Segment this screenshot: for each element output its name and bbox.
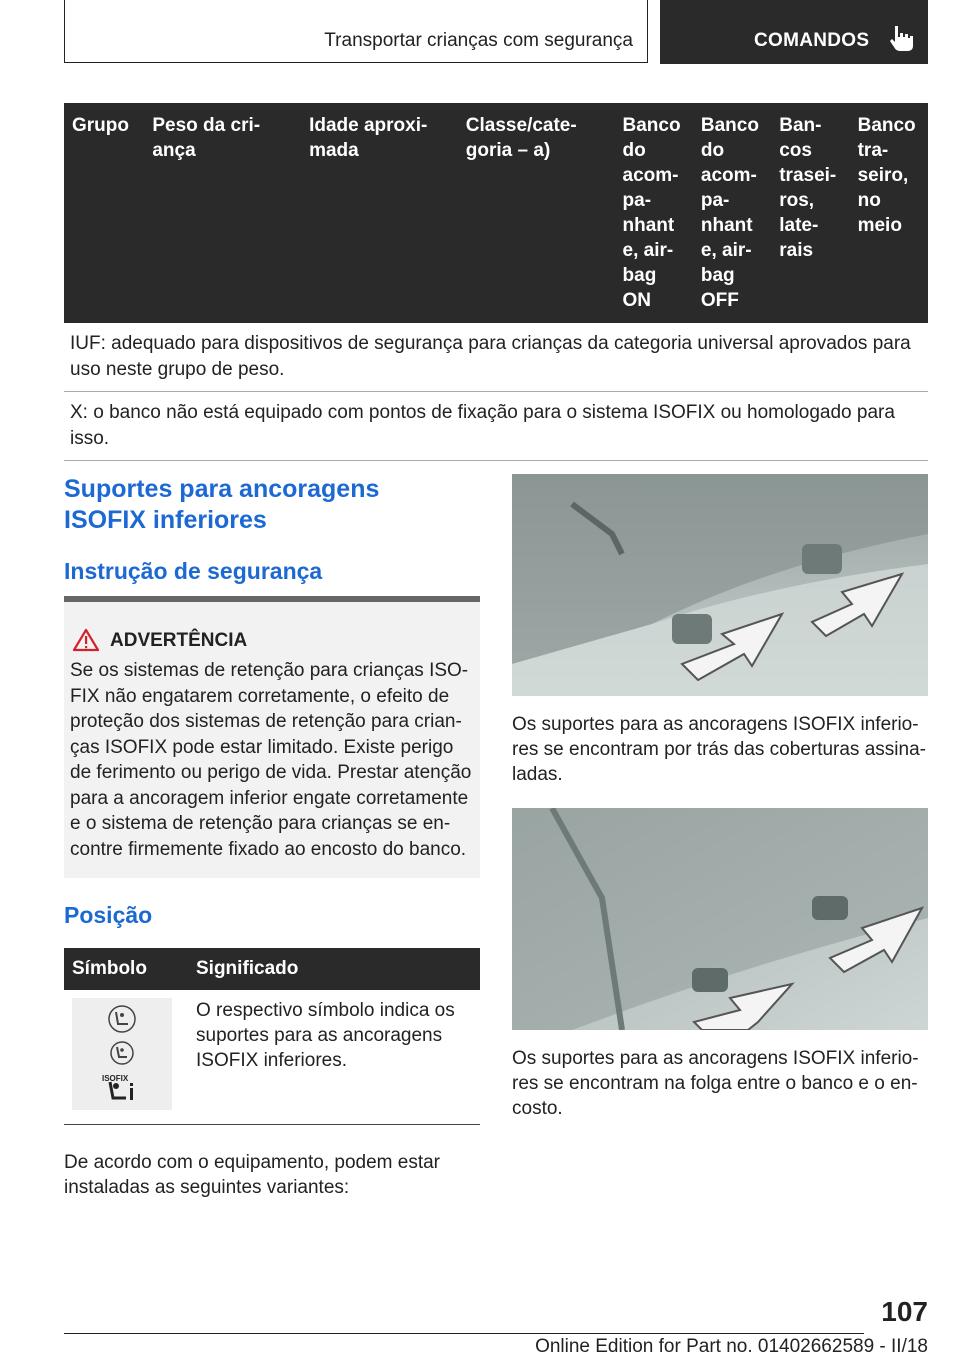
table-row — [64, 990, 480, 1125]
col-header: Banco do acom- pa- nhant e, air- bag ON — [615, 103, 693, 323]
warning-box — [64, 596, 480, 878]
seat-photo-1 — [512, 474, 928, 696]
section-tab — [64, 0, 648, 63]
table-header-row — [64, 948, 480, 990]
col-header: Peso da cri- ança — [144, 103, 301, 323]
col-header-symbol: Símbolo — [64, 948, 188, 990]
col-header: Classe/cate- goria – a) — [458, 103, 615, 323]
table-row — [64, 392, 928, 461]
section-title: Transportar crianças com segurança — [324, 30, 633, 51]
warning-title: ADVERTÊNCIA — [110, 630, 248, 651]
page-header — [64, 0, 928, 64]
chapter-tab — [660, 0, 928, 64]
col-header: Grupo — [64, 103, 144, 323]
table-note: X: o banco não está equipado com pontos de fixação para o sistema ISOFIX ou homologado para isso. — [64, 392, 928, 461]
isofix-label: ISOFIX — [102, 1074, 129, 1083]
seat-photo-2 — [512, 808, 928, 1030]
child-seat-info-icon — [106, 1078, 138, 1106]
col-header-meaning: Significado — [188, 948, 480, 990]
compatibility-table — [64, 103, 928, 461]
table-note: IUF: adequado para dispositivos de segurança para crianças da categoria universal aprovados para uso neste grupo de peso. — [64, 323, 928, 392]
position-subtitle: Posição — [64, 902, 153, 928]
col-header: Banco do acom- pa- nhant e, air- bag OFF — [693, 103, 771, 323]
warning-triangle-icon — [72, 628, 100, 652]
safety-subtitle: Instrução de segurança — [64, 558, 323, 584]
child-seat-isofix-icon — [107, 1040, 137, 1066]
child-seat-icon — [107, 1004, 137, 1034]
photo-caption-2: Os suportes para as ancoragens ISOFIX inferio-res se encontram na folga entre o banco e o en-costo. — [512, 1048, 919, 1119]
col-header: Banco tra- seiro, no meio — [850, 103, 928, 323]
symbol-cell — [64, 990, 188, 1125]
chapter-title: COMANDOS — [754, 30, 870, 51]
table-header-row — [64, 103, 928, 323]
variants-paragraph: De acordo com o equipamento, podem estar instaladas as seguintes variantes: — [64, 1152, 440, 1198]
meaning-cell: O respectivo símbolo indica os suportes para as ancoragens ISOFIX inferiores. — [188, 990, 480, 1125]
hand-pointer-icon — [888, 24, 914, 52]
section-title: Suportes para ancoragens ISOFIX inferiores — [64, 475, 380, 534]
photo-caption-1: Os suportes para as ancoragens ISOFIX inferio-res se encontram por trás das coberturas assina-ladas. — [512, 714, 926, 785]
symbol-table — [64, 948, 480, 1125]
warning-text: Se os sistemas de retenção para crianças ISO-FIX não engatarem corretamente, o efeito de proteção dos sistemas de retenção para crian-ças ISOFIX pode estar limitado. Existe perigo de ferimento ou perigo de vida. Prestar atenção para a ancoragem inferior engate corretamente e o sistema de retenção para crianças se en-contre firmemente fixado ao encosto do banco. — [70, 660, 472, 860]
footer-edition: Online Edition for Part no. 01402662589 - II/18 — [535, 1336, 928, 1357]
col-header: Idade aproxi- mada — [301, 103, 458, 323]
page-number: 107 — [881, 1296, 928, 1327]
footer-divider — [64, 1333, 864, 1334]
table-row — [64, 323, 928, 392]
isofix-symbols — [72, 998, 172, 1110]
col-header: Ban- cos trasei- ros, late- rais — [771, 103, 849, 323]
